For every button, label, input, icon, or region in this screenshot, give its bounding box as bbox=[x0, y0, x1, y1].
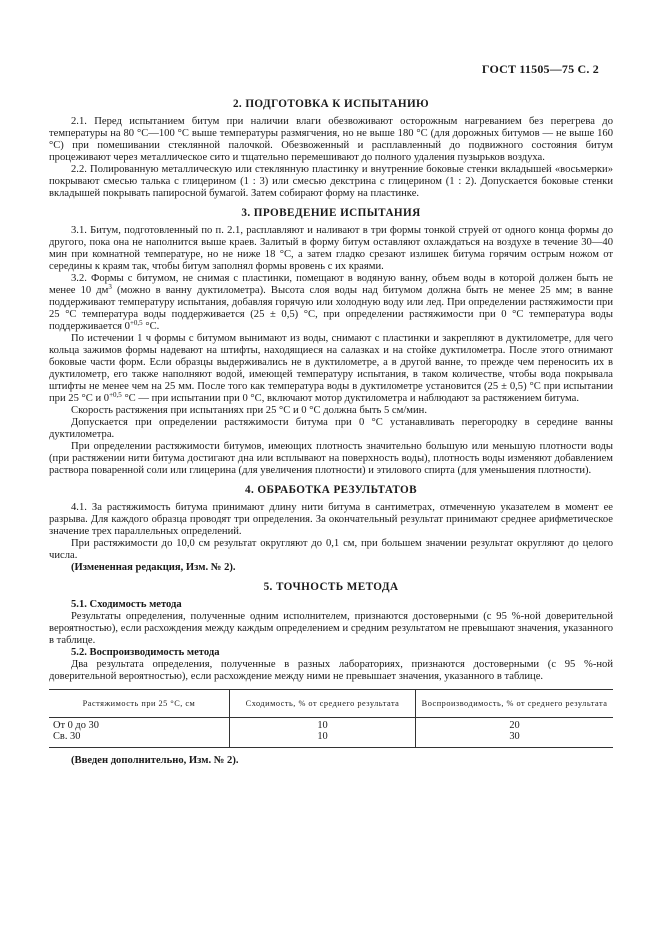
table-cell: Св. 30 bbox=[53, 731, 81, 742]
paragraph-3-4: Скорость растяжения при испытаниях при 25 °С и 0 °С должна быть 5 см/мин. bbox=[71, 405, 427, 416]
revision-note-4: (Измененная редакция, Изм. № 2). bbox=[71, 562, 236, 573]
paragraph-3-2-part-a: 3.2. Формы с битумом, не снимая с пластинки, помещают в водяную ванну, объем воды в которой должен быть не менее 10 дм bbox=[49, 273, 613, 296]
paragraph-2-1: 2.1. Перед испытанием битум при наличии влаги обезвоживают осторожным нагреванием без перегрева до температуры на 80 °С—100 °С выше температуры размягчения, но не выше 180 °С (для дорожных битумов — не выше 160 °С) при помешивании стеклянной палочкой. Обезвоженный и расплавленный до подвижного состояния битум процеживают через металлическое сито и тщательно перемешивают до полного удаления пузырьков воздуха. bbox=[49, 116, 613, 163]
superscript-cube: 3 bbox=[108, 283, 112, 291]
table-cell: От 0 до 30 bbox=[53, 720, 99, 731]
paragraph-3-3 bbox=[49, 333, 613, 405]
superscript-tolerance: +0,5 bbox=[129, 319, 143, 327]
subsection-5-1-title: 5.1. Сходимость метода bbox=[71, 599, 182, 610]
precision-table bbox=[49, 689, 613, 748]
table-header-cell: Воспроизводимость, % от среднего результата bbox=[416, 690, 613, 718]
superscript-tolerance: +0,5 bbox=[109, 391, 122, 399]
table-row bbox=[49, 718, 613, 732]
section-4-title: 4. ОБРАБОТКА РЕЗУЛЬТАТОВ bbox=[245, 484, 417, 496]
paragraph-4-1: 4.1. За растяжимость битума принимают длину нити битума в сантиметрах, отмеченную указателем в момент ее разрыва. Для каждого образца проводят три определения. За окончательный результат принимают среднее арифметическое значение трех параллельных определений. bbox=[49, 502, 613, 537]
paragraph-3-3-part-b: °С — при испытании при 0 °С, включают мотор дуктилометра и наблюдают за растяжением битума. bbox=[121, 393, 580, 404]
table-cell: 10 bbox=[229, 731, 415, 748]
table-row bbox=[49, 731, 613, 748]
paragraph-3-3-part-a: По истечении 1 ч формы с битумом вынимают из воды, снимают с пластинки и закрепляют в дуктилометре, для чего кольца зажимов формы надевают на штифты, находящиеся на салазках и на стойке дуктилометра. После этого отнимают боковые части форм. Если образцы выдерживались не в дуктилометре, а в другой ванне, то прежде чем переносить их в дуктилометр, его также наполняют водой, имеющей температуру испытания, в таком количестве, чтобы вода покрывала штифты не менее чем на 25 мм. После того как температура воды в дуктилометре установится (25 ± 0,5) °С при испытании при 25 °С и 0 bbox=[49, 333, 613, 404]
paragraph-3-1: 3.1. Битум, подготовленный по п. 2.1, расплавляют и наливают в три формы тонкой струей от одного конца формы до другого, пока она не наполнится выше краев. Залитый в форму битум оставляют охлаждаться на воздухе в течение 30—40 мин при комнатной температуре, но не ниже 18 °С, а затем гладко срезают излишек битума горячим острым ножом от середины к краям так, чтобы битум заполнял формы вровень с их краями. bbox=[49, 225, 613, 272]
section-3-title: 3. ПРОВЕДЕНИЕ ИСПЫТАНИЯ bbox=[241, 207, 421, 219]
table-header-cell: Сходимость, % от среднего результата bbox=[229, 690, 415, 718]
paragraph-3-2-part-b: (можно в ванну дуктилометра). Высота слоя воды над битумом должна быть не менее 25 мм; в ванне поддерживают температуру испытания, добавляя горячую или холодную воду или лед. При определении растяжимости при 25 °С температура воды поддерживается (25 ± 0,5) °С, при определении растяжимости при 0 °С температура воды поддерживается 0 bbox=[49, 285, 613, 332]
paragraph-5-2: Два результата определения, полученные в разных лабораториях, признаются достоверными (с 95 %-ной доверительной вероятностью), если расхождение между ними не превышает значения, указанного в таблице. bbox=[49, 659, 613, 682]
revision-note-5: (Введен дополнительно, Изм. № 2). bbox=[71, 755, 239, 766]
table-header-cell: Растяжимость при 25 °С, см bbox=[49, 690, 229, 718]
paragraph-3-5: Допускается при определении растяжимости битума при 0 °С устанавливать перегородку в середине ванны дуктилометра. bbox=[49, 417, 613, 440]
document-body bbox=[49, 93, 613, 767]
table-cell: 10 bbox=[229, 718, 415, 732]
section-2-title: 2. ПОДГОТОВКА К ИСПЫТАНИЮ bbox=[232, 98, 430, 110]
subsection-5-2-title: 5.2. Воспроизводимость метода bbox=[71, 647, 220, 658]
table-cell: 20 bbox=[416, 718, 613, 732]
paragraph-3-6: При определении растяжимости битумов, имеющих плотность значительно большую или меньшую плотности воды (при растяжении нити битума достигают дна или всплывают на поверхность воды), плотность воды изменяют добавлением раствора поваренной соли или глицерина (для увеличения плотности) и этилового спирта (для уменьшения плотности). bbox=[49, 441, 613, 476]
paragraph-3-2 bbox=[49, 273, 613, 333]
paragraph-2-2: 2.2. Полированную металлическую или стеклянную пластинку и внутренние боковые стенки вкладышей «восьмерки» покрывают смесью талька с глицерином (1 : 3) или смесью декстрина с глицерином (1 : 2). Допускается боковые стенки вкладышей покрывать папиросной бумагой. Затем собирают форму на пластинке. bbox=[49, 164, 613, 199]
section-5-title: 5. ТОЧНОСТЬ МЕТОДА bbox=[263, 581, 399, 593]
paragraph-4-2: При растяжимости до 10,0 см результат округляют до 0,1 см, при большем значении результат округляют до целого числа. bbox=[49, 538, 613, 561]
paragraph-3-2-part-c: °С. bbox=[142, 321, 160, 332]
table-header-row bbox=[49, 690, 613, 718]
table-cell: 30 bbox=[416, 731, 613, 748]
paragraph-5-1: Результаты определения, полученные одним исполнителем, признаются достоверными (с 95 %-ной доверительной вероятностью), если расхождения между каждым определением и средним результатом не превышают значения, указанного в таблице. bbox=[49, 611, 613, 646]
page-header: ГОСТ 11505—75 С. 2 bbox=[481, 62, 599, 76]
